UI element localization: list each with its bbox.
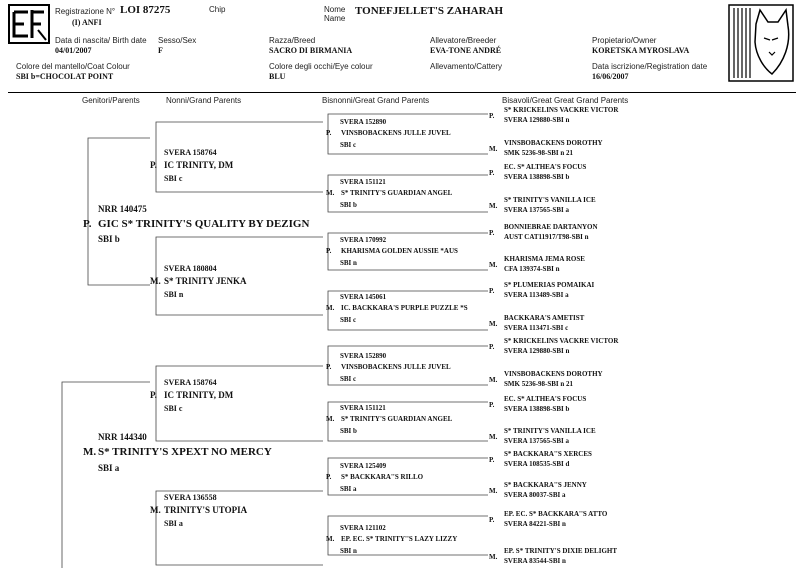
great-great-grandparent-name: VINSBOBACKENS DOROTHY [504, 139, 603, 147]
great-grandparent-tag: M. [326, 304, 335, 312]
great-great-grandparent-tag: P. [489, 229, 495, 237]
great-grandparent-name: VINSBOBACKENS JULLE JUVEL [341, 129, 451, 137]
mother-name: S* TRINITY'S XPEXT NO MERCY [98, 446, 272, 458]
header-divider [8, 92, 796, 93]
great-great-grandparent-name: S* TRINITY'S VANILLA ICE [504, 427, 596, 435]
great-great-grandparent-reg: SVERA 83544-SBI n [504, 557, 566, 565]
grandparent-code: SBI a [164, 519, 183, 528]
great-grandparent-name: S* TRINITY'S GUARDIAN ANGEL [341, 415, 453, 423]
great-great-grandparent-tag: P. [489, 343, 495, 351]
great-grandparent-name: EP. EC. S* TRINITY''S LAZY LIZZY [341, 535, 458, 543]
grandparent-name: IC TRINITY, DM [164, 160, 234, 170]
coat-colour-value: SBI b=CHOCOLAT POINT [16, 72, 114, 81]
great-great-grandparent-tag: M. [489, 320, 498, 328]
father-name: GIC S* TRINITY'S QUALITY BY DEZIGN [98, 218, 310, 230]
great-great-grandparent-name: S* TRINITY'S VANILLA ICE [504, 196, 596, 204]
grandparent-reg: SVERA 158764 [164, 378, 217, 387]
father-reg: NRR 140475 [98, 204, 147, 214]
great-grandparent-name: VINSBOBACKENS JULLE JUVEL [341, 363, 451, 371]
great-grandparent-tag: P. [326, 363, 332, 371]
great-grandparent-tag: P. [326, 129, 332, 137]
birth-date-value: 04/01/2007 [55, 46, 92, 55]
great-grandparent-name: S* BACKKARA''S RILLO [341, 473, 424, 481]
great-grandparent-tag: M. [326, 535, 335, 543]
grandparent-name: S* TRINITY JENKA [164, 276, 247, 286]
great-great-grandparent-name: EC. S* ALTHEA'S FOCUS [504, 163, 587, 171]
great-great-grandparent-reg: SVERA 137565-SBI a [504, 206, 569, 214]
great-grandparent-reg: SVERA 145061 [340, 293, 387, 301]
great-great-grandparent-reg: SMK 5236-98-SBI n 21 [504, 149, 574, 157]
col-grandparents: Nonni/Grand Parents [166, 96, 242, 105]
great-grandparent-reg: SVERA 152890 [340, 118, 387, 126]
grandparent-name: TRINITY'S UTOPIA [164, 505, 248, 515]
great-great-grandparent-reg: SVERA 84221-SBI n [504, 520, 566, 528]
great-grandparent-code: SBI n [340, 547, 357, 555]
great-great-grandparent-tag: M. [489, 261, 498, 269]
great-grandparent-code: SBI n [340, 259, 357, 267]
great-great-grandparent-tag: M. [489, 376, 498, 384]
great-great-grandparent-reg: SVERA 113471-SBI c [504, 324, 569, 332]
great-grandparent-name: S* TRINITY'S GUARDIAN ANGEL [341, 189, 453, 197]
felis-logo [8, 4, 50, 44]
great-great-grandparent-reg: AUST CAT11917/T98-SBI n [504, 233, 589, 241]
great-grandparent-name: IC. BACKKARA'S PURPLE PUZZLE *S [341, 304, 468, 312]
cat-name-value: TONEFJELLET'S ZAHARAH [355, 5, 504, 17]
registration-label: Registrazione N° [55, 7, 116, 16]
great-great-grandparent-tag: M. [489, 487, 498, 495]
great-great-grandparent-name: BONNIEBRAE DARTANYON [504, 223, 598, 231]
owner-value: KORETSKA MYROSLAVA [592, 46, 690, 55]
owner-label: Propietario/Owner [592, 36, 657, 45]
great-great-grandparent-name: S* BACKKARA''S JENNY [504, 481, 587, 489]
grandparent-tag: P. [150, 390, 157, 400]
great-great-grandparent-reg: SMK 5236-98-SBI n 21 [504, 380, 574, 388]
great-grandparent-tag: M. [326, 189, 335, 197]
great-grandparent-name: KHARISMA GOLDEN AUSSIE *AUS [341, 247, 458, 255]
great-grandparent-reg: SVERA 151121 [340, 404, 386, 412]
grandparent-name: IC TRINITY, DM [164, 390, 234, 400]
grandparent-reg: SVERA 180804 [164, 264, 217, 273]
registration-date-value: 16/06/2007 [592, 72, 629, 81]
registration-date-label: Data iscrizione/Registration date [592, 62, 708, 71]
great-grandparent-code: SBI a [340, 485, 357, 493]
great-great-grandparent-tag: P. [489, 456, 495, 464]
breeder-label: Allevatore/Breeder [430, 36, 497, 45]
registration-value: LOI 87275 [120, 4, 171, 16]
great-grandparent-reg: SVERA 170992 [340, 236, 387, 244]
name-label-1: Nome [324, 5, 346, 14]
great-grandparent-tag: P. [326, 473, 332, 481]
grandparent-code: SBI c [164, 174, 183, 183]
great-great-grandparent-tag: P. [489, 401, 495, 409]
birth-date-label: Data di nascita/ Birth date [55, 36, 147, 45]
mother-code: SBI a [98, 463, 120, 473]
cattery-label: Allevamento/Cattery [430, 62, 503, 71]
sex-value: F [158, 46, 163, 55]
grandparent-code: SBI n [164, 290, 184, 299]
great-great-grandparent-reg: CFA 139374-SBI n [504, 265, 560, 273]
grandparent-tag: P. [150, 160, 157, 170]
great-great-grandparent-name: EP. EC. S* BACKKARA''S ATTO [504, 510, 608, 518]
great-great-grandparent-name: S* KRICKELINS VACKRE VICTOR [504, 337, 619, 345]
great-great-grandparent-name: S* KRICKELINS VACKRE VICTOR [504, 106, 619, 114]
father-tag: P. [83, 218, 92, 230]
grandparent-tag: M. [150, 276, 161, 286]
great-great-grandparent-name: VINSBOBACKENS DOROTHY [504, 370, 603, 378]
breed-value: SACRO DI BIRMANIA [269, 46, 353, 55]
anfi-label: (I) ANFI [72, 18, 102, 27]
great-great-grandparent-name: S* PLUMERIAS POMAIKAI [504, 281, 595, 289]
great-great-grandparent-reg: SVERA 80037-SBI a [504, 491, 566, 499]
great-great-grandparent-name: BACKKARA'S AMETIST [504, 314, 585, 322]
grandparent-tag: M. [150, 505, 161, 515]
sex-label: Sesso/Sex [158, 36, 197, 45]
great-great-grandparent-tag: P. [489, 516, 495, 524]
great-great-grandparent-reg: SVERA 138898-SBI b [504, 405, 570, 413]
great-grandparent-code: SBI b [340, 427, 357, 435]
great-grandparent-reg: SVERA 125409 [340, 462, 387, 470]
great-great-grandparent-tag: M. [489, 145, 498, 153]
great-great-grandparent-tag: M. [489, 553, 498, 561]
great-great-grandparent-reg: SVERA 108535-SBI d [504, 460, 570, 468]
great-great-grandparent-name: KHARISMA JEMA ROSE [504, 255, 585, 263]
great-great-grandparent-tag: M. [489, 433, 498, 441]
great-grandparent-reg: SVERA 152890 [340, 352, 387, 360]
great-great-grandparent-reg: SVERA 138898-SBI b [504, 173, 570, 181]
cat-seal-logo [728, 4, 794, 82]
great-great-grandparent-tag: M. [489, 202, 498, 210]
great-great-grandparent-tag: P. [489, 169, 495, 177]
coat-colour-label: Colore del mantello/Coat Colour [16, 62, 130, 71]
eye-colour-label: Colore degli occhi/Eye colour [269, 62, 373, 71]
great-great-grandparent-name: EC. S* ALTHEA'S FOCUS [504, 395, 587, 403]
chip-label: Chip [209, 5, 226, 14]
col-parents: Genitori/Parents [82, 96, 140, 105]
breed-label: Razza/Breed [269, 36, 316, 45]
great-grandparent-reg: SVERA 151121 [340, 178, 386, 186]
grandparent-reg: SVERA 136558 [164, 493, 217, 502]
great-grandparent-tag: M. [326, 415, 335, 423]
grandparent-code: SBI c [164, 404, 183, 413]
great-grandparent-code: SBI c [340, 316, 357, 324]
father-code: SBI b [98, 234, 120, 244]
great-great-grandparent-reg: SVERA 129880-SBI n [504, 116, 570, 124]
eye-colour-value: BLU [269, 72, 286, 81]
great-grandparent-reg: SVERA 121102 [340, 524, 386, 532]
col-great-great-grandparents: Bisavoli/Great Great Grand Parents [502, 96, 629, 105]
great-great-grandparent-reg: SVERA 113489-SBI a [504, 291, 569, 299]
grandparent-reg: SVERA 158764 [164, 148, 217, 157]
great-grandparent-code: SBI c [340, 141, 357, 149]
great-grandparent-code: SBI c [340, 375, 357, 383]
mother-reg: NRR 144340 [98, 432, 147, 442]
great-grandparent-code: SBI b [340, 201, 357, 209]
great-great-grandparent-reg: SVERA 129880-SBI n [504, 347, 570, 355]
great-grandparent-tag: P. [326, 247, 332, 255]
great-great-grandparent-tag: P. [489, 287, 495, 295]
mother-tag: M. [83, 446, 97, 458]
col-great-grandparents: Bisnonni/Great Grand Parents [322, 96, 430, 105]
great-great-grandparent-reg: SVERA 137565-SBI a [504, 437, 569, 445]
great-great-grandparent-name: S* BACKKARA''S XERCES [504, 450, 592, 458]
name-label-2: Name [324, 14, 346, 23]
great-great-grandparent-tag: P. [489, 112, 495, 120]
great-great-grandparent-name: EP. S* TRINITY'S DIXIE DELIGHT [504, 547, 618, 555]
breeder-value: EVA-TONE ANDRÉ [430, 46, 502, 55]
